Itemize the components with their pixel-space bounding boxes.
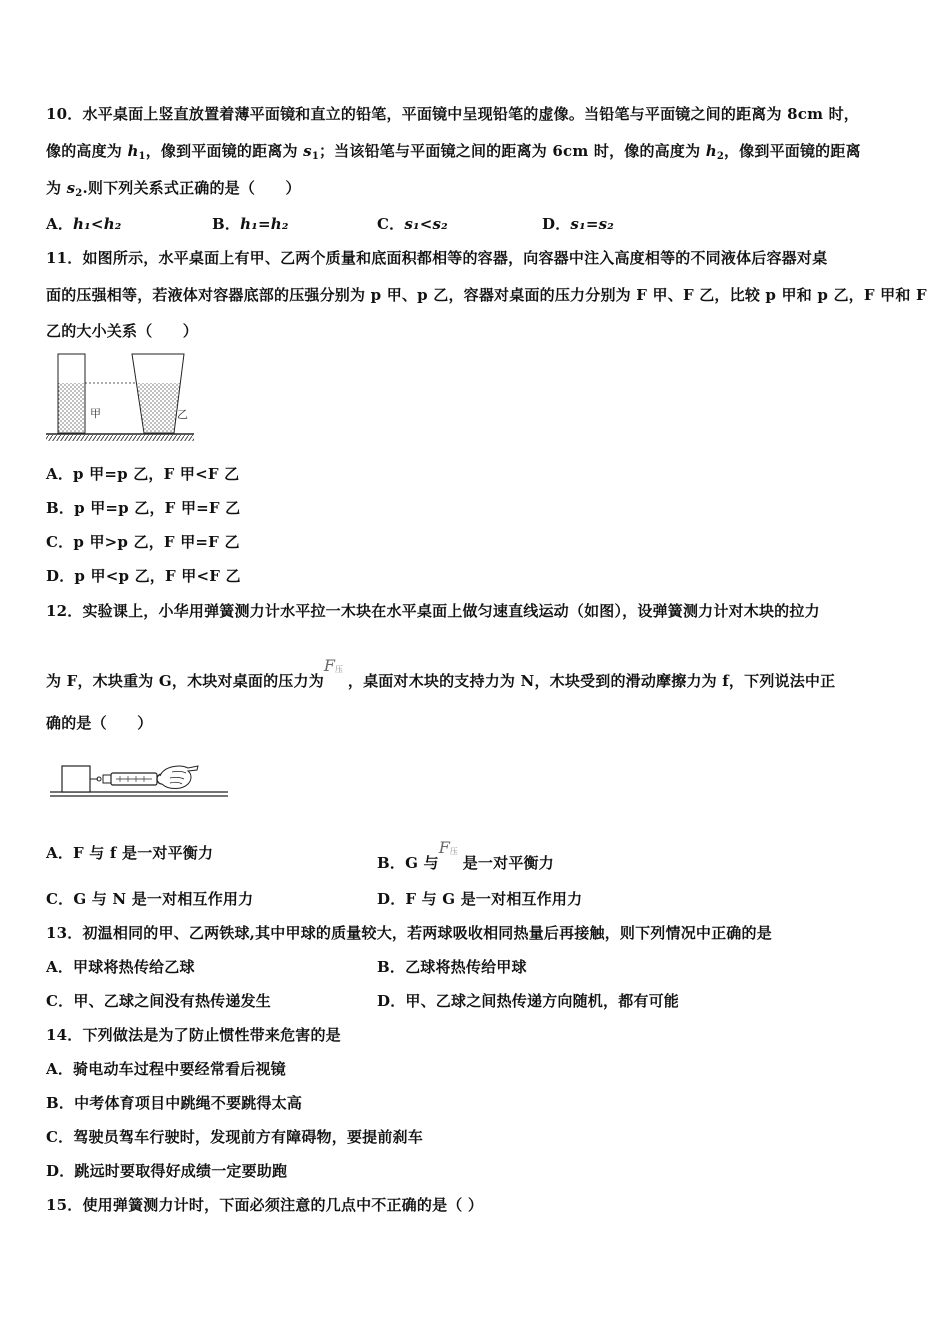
- q10-s1: s: [303, 142, 312, 160]
- f-symbol: F: [323, 656, 336, 675]
- q10-stem-line3: [46, 177, 301, 199]
- q15-stem-line1: 15．使用弹簧测力计时，下面必须注意的几点中不正确的是（ ）: [46, 1196, 484, 1214]
- q12-spring-scale-figure: [48, 758, 232, 802]
- q10-option-d[interactable]: [542, 213, 614, 234]
- q10-text: ，像到平面镜的距离为: [145, 142, 304, 160]
- q10-text: ；当该铅笔与平面镜之间的距离为 6cm 时，像的高度为: [318, 142, 706, 160]
- q10-option-c[interactable]: [377, 213, 448, 234]
- f-symbol: F: [438, 838, 451, 857]
- option-text: s₁=s₂: [570, 215, 615, 233]
- press-subscript: 压: [334, 665, 344, 674]
- q14-option-a[interactable]: A．骑电动车过程中要经常看后视镜: [46, 1060, 286, 1078]
- q11-stem-line1: 11．如图所示，水平桌面上有甲、乙两个质量和底面积都相等的容器，向容器中注入高度相等的不同液体后容器对桌: [46, 249, 828, 267]
- option-text: h₁=h₂: [240, 215, 289, 233]
- q10-text: 像的高度为: [46, 142, 128, 160]
- q10-sub: 2: [75, 188, 83, 199]
- q11-option-d[interactable]: D．p 甲<p 乙，F 甲<F 乙: [46, 567, 241, 585]
- option-label: B．: [212, 215, 241, 233]
- q12-f-press-symbol: [438, 838, 463, 862]
- q14-option-d[interactable]: D．跳远时要取得好成绩一定要助跑: [46, 1162, 288, 1180]
- q14-option-c[interactable]: C．驾驶员驾车行驶时，发现前方有障碍物，要提前刹车: [46, 1128, 423, 1146]
- q12-option-b[interactable]: [377, 838, 554, 873]
- q13-stem-line1: 13．初温相同的甲、乙两铁球,其中甲球的质量较大，若两球吸收相同热量后再接触，则下列情况中正确的是: [46, 924, 772, 942]
- q12-text: ，桌面对木块的支持力为 N，木块受到的滑动摩擦力为 f，下列说法中正: [347, 672, 836, 690]
- q10-sub: 2: [716, 151, 724, 162]
- q11-stem-line3: 乙的大小关系（ ）: [46, 322, 199, 340]
- q10-text: .则下列关系式正确的是（ ）: [82, 179, 301, 197]
- q11-stem-line2: 面的压强相等，若液体对容器底部的压强分别为 p 甲、p 乙，容器对桌面的压力分别为 F 甲、F 乙，比较 p 甲和 p 乙，F 甲和 F: [46, 286, 927, 304]
- option-label: C．: [377, 215, 405, 233]
- q11-option-b[interactable]: B．p 甲=p 乙，F 甲=F 乙: [46, 499, 241, 517]
- q10-option-b[interactable]: [212, 213, 289, 234]
- option-label: A．: [46, 215, 74, 233]
- q12-option-d[interactable]: D．F 与 G 是一对相互作用力: [377, 890, 583, 908]
- q13-option-c[interactable]: C．甲、乙球之间没有热传递发生: [46, 992, 271, 1010]
- q12-option-c[interactable]: C．G 与 N 是一对相互作用力: [46, 890, 254, 908]
- option-text: 是一对平衡力: [462, 854, 554, 872]
- q11-option-c[interactable]: C．p 甲>p 乙，F 甲=F 乙: [46, 533, 240, 551]
- q12-f-press-symbol: [323, 656, 348, 680]
- q11-label-yi: 乙: [177, 408, 188, 421]
- q10-h2: h: [705, 142, 717, 160]
- q10-stem-line1: 10．水平桌面上竖直放置着薄平面镜和直立的铅笔，平面镜中呈现铅笔的虚像。当铅笔与平面镜之间的距离为 8cm 时，: [46, 105, 859, 123]
- q13-option-b[interactable]: B．乙球将热传给甲球: [377, 958, 527, 976]
- q11-label-jia: 甲: [90, 407, 101, 420]
- q10-s2: s: [66, 179, 76, 197]
- q12-option-a[interactable]: A．F 与 f 是一对平衡力: [46, 844, 214, 862]
- q14-option-b[interactable]: B．中考体育项目中跳绳不要跳得太高: [46, 1094, 303, 1112]
- q12-stem-line1: 12．实验课上，小华用弹簧测力计水平拉一木块在水平桌面上做匀速直线运动（如图），设弹簧测力计对木块的拉力: [46, 602, 820, 620]
- q10-text: ，像到平面镜的距离: [723, 142, 861, 160]
- option-text: h₁<h₂: [73, 215, 122, 233]
- q10-sub: 1: [311, 151, 319, 162]
- q12-text: 为 F，木块重为 G，木块对桌面的压力为: [46, 672, 324, 690]
- q11-option-a[interactable]: A．p 甲=p 乙，F 甲<F 乙: [46, 465, 240, 483]
- q10-stem-line2: [46, 140, 861, 162]
- option-text: B．G 与: [377, 854, 439, 872]
- q13-option-d[interactable]: D．甲、乙球之间热传递方向随机，都有可能: [377, 992, 680, 1010]
- q10-option-a[interactable]: [46, 213, 122, 234]
- press-subscript: 压: [449, 847, 458, 856]
- q11-containers-figure: [44, 352, 196, 444]
- option-text: s₁<s₂: [404, 215, 448, 233]
- q12-stem-line3: 确的是（ ）: [46, 714, 153, 732]
- q10-h1: h: [127, 142, 139, 160]
- option-label: D．: [542, 215, 571, 233]
- q13-option-a[interactable]: A．甲球将热传给乙球: [46, 958, 195, 976]
- q10-text: 为: [46, 179, 67, 197]
- q10-sub: 1: [138, 151, 146, 162]
- q14-stem-line1: 14．下列做法是为了防止惯性带来危害的是: [46, 1026, 341, 1044]
- q12-stem-line2: [46, 656, 836, 691]
